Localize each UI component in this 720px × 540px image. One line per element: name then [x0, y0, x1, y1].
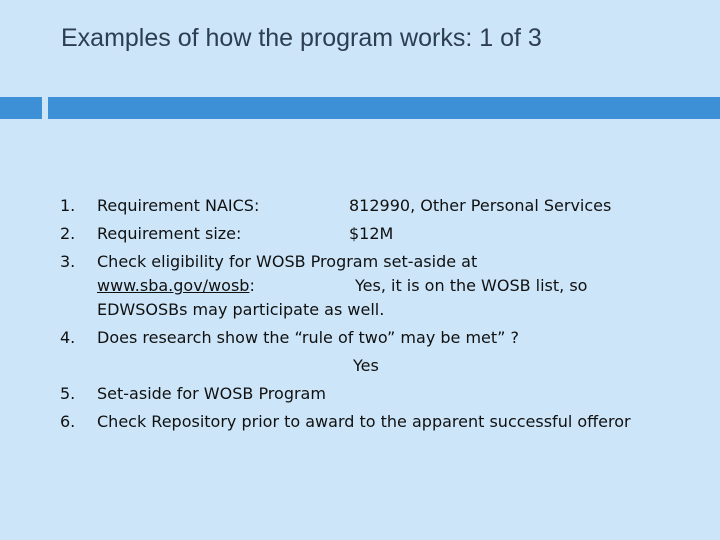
item-1-label: Requirement NAICS: — [97, 196, 260, 215]
item-3-number: 3. — [60, 252, 76, 271]
item-6-text: Check Repository prior to award to the apparent successful offeror — [97, 412, 631, 431]
item-4-text: Does research show the “rule of two” may be met” ? — [97, 328, 520, 347]
item-2-label: Requirement size: — [97, 224, 242, 243]
item-3-continuation: EDWSOSBs may participate as well. — [97, 300, 385, 319]
item-3-text: Check eligibility for WOSB Program set-aside at — [97, 252, 478, 271]
item-1-value: 812990, Other Personal Services — [349, 196, 612, 215]
item-5-text: Set-aside for WOSB Program — [97, 384, 326, 403]
item-2-value: $12M — [349, 224, 394, 243]
item-4-answer: Yes — [353, 356, 379, 375]
item-3-answer: Yes, it is on the WOSB list, so — [355, 276, 588, 295]
item-2-number: 2. — [60, 224, 76, 243]
item-5-number: 5. — [60, 384, 76, 403]
item-4-number: 4. — [60, 328, 76, 347]
item-1-number: 1. — [60, 196, 76, 215]
wosb-link[interactable]: www.sba.gov/wosb — [97, 276, 250, 295]
slide-title: Examples of how the program works: 1 of 3 — [61, 24, 542, 52]
item-3-colon: : — [249, 276, 255, 295]
item-3-link-line — [97, 276, 255, 296]
item-6-number: 6. — [60, 412, 76, 431]
